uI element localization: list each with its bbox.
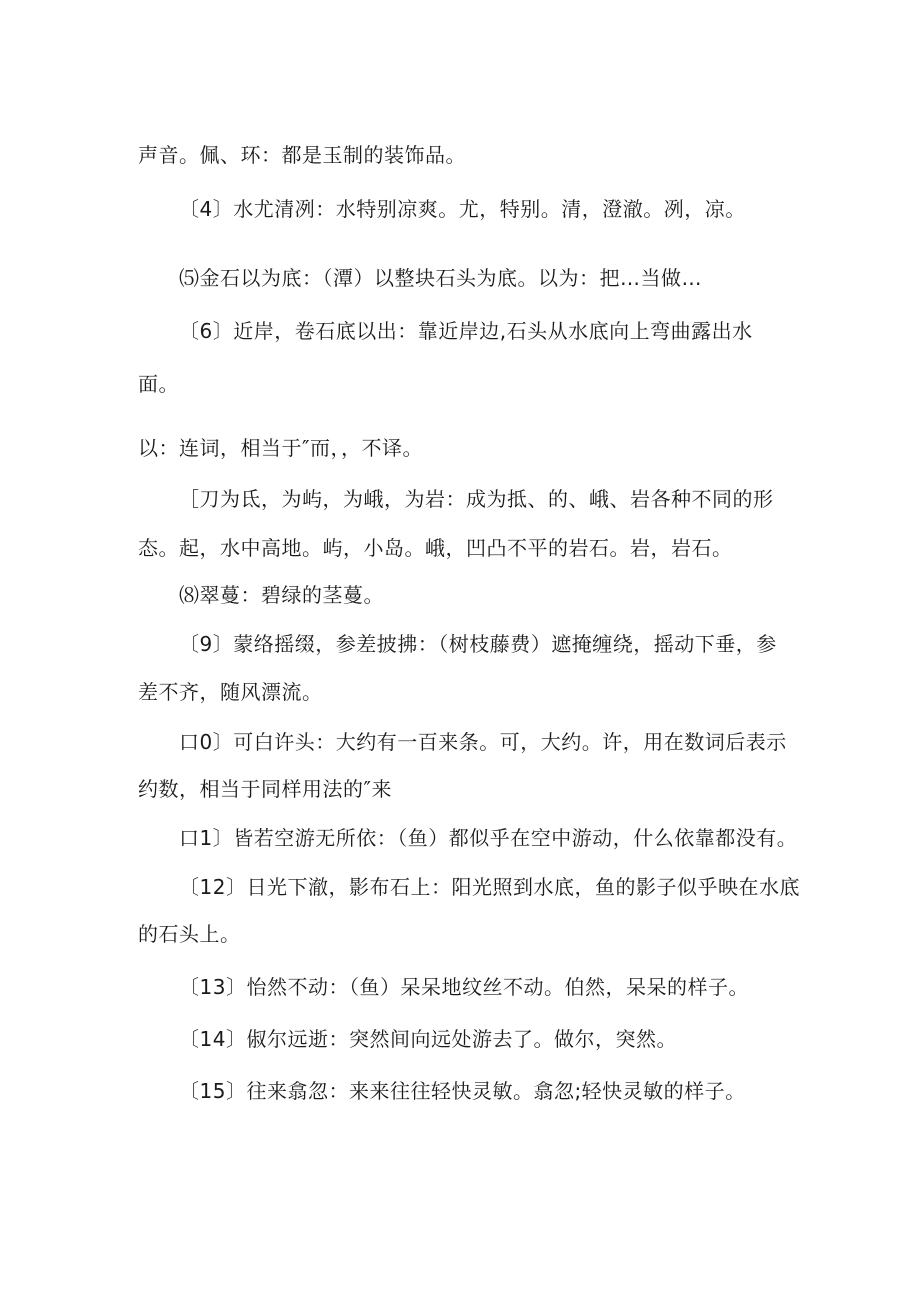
text-line: 〔12〕日光下澈，影布石上：阳光照到水底，鱼的影子似乎映在水底 (179, 875, 800, 899)
text-line: 〔9〕蒙络摇缀，参差披拂：（树枝藤费）遮掩缠绕，摇动下垂，参 (179, 632, 777, 656)
text-line: 面。 (138, 372, 179, 396)
text-line: 〔6〕近岸，卷石底以出：靠近岸边,石头从水底向上弯曲露出水 (179, 319, 753, 343)
text-line: 态。起，水中高地。屿，小岛。峨，凹凸不平的岩石。岩，岩石。 (138, 536, 733, 560)
text-line: 〔14〕俶尔远逝：突然间向远处游去了。做尔，突然。 (179, 1027, 677, 1051)
text-line: 〔15〕往来翕忽：来来往往轻快灵敏。翕忽;轻快灵敏的样子。 (179, 1079, 746, 1103)
text-line: 声音。佩、环：都是玉制的装饰品。 (138, 143, 466, 167)
text-line: 〔13〕怡然不动：（鱼）呆呆地纹丝不动。伯然，呆呆的样子。 (179, 975, 749, 999)
text-line: 以：连词，相当于″而，，不译。 (138, 436, 423, 460)
text-line: ［刀为氐，为屿，为峨，为岩：成为抵、的、峨、岩各种不同的形 (179, 487, 774, 511)
text-line: 口1〕皆若空游无所依：（鱼）都似乎在空中游动，什么依靠都没有。 (179, 826, 798, 850)
text-line: ⑻翠蔓：碧绿的茎蔓。 (179, 583, 384, 607)
text-line: ⑸金石以为底：（潭）以整块石头为底。以为：把…当做… (179, 266, 702, 290)
text-line: 口0〕可白许头：大约有一百来条。可，大约。许，用在数词后表示 (179, 730, 787, 754)
text-line: 〔4〕水尤清冽：水特别凉爽。尤，特别。清，澄澈。冽，凉。 (179, 197, 746, 221)
text-line: 的石头上。 (138, 922, 241, 946)
text-line: 约数，相当于同样用法的″来 (138, 777, 392, 801)
text-line: 差不齐，随风漂流。 (138, 680, 323, 704)
